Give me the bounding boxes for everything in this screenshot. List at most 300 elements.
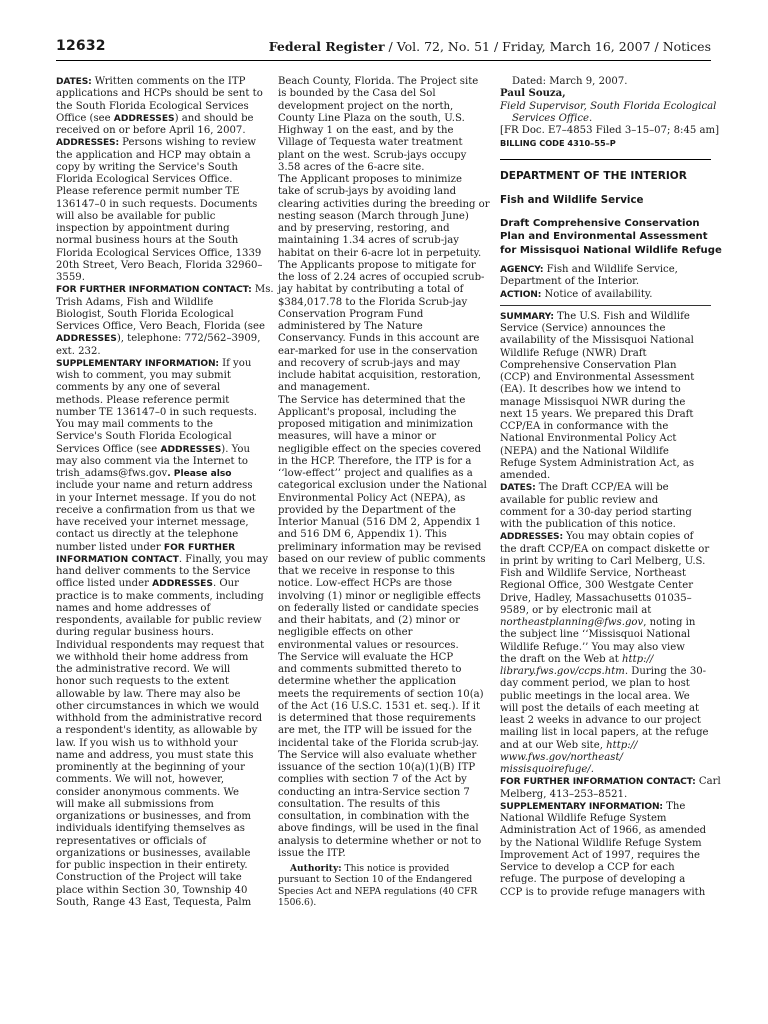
text-line (56, 407, 270, 419)
text-line (500, 654, 711, 666)
text-run: name and address, you must state this (56, 749, 254, 761)
web-link: http:// (622, 653, 654, 665)
text-run: Florida Ecological Services Office. (56, 174, 233, 185)
text-line (500, 348, 711, 360)
text-line (56, 284, 274, 296)
text-line (56, 591, 270, 603)
text-line (56, 738, 270, 750)
text-line: conducting an intra-Service section 7 (278, 786, 470, 798)
text-line (56, 529, 270, 541)
column-1 (56, 76, 274, 909)
text-run: pursuant to Section 10 of the Endangered (278, 875, 473, 886)
text-run: refuge. The purpose of developing a (500, 874, 686, 886)
web-link: missisquoirefuge/ (500, 764, 591, 775)
text-line: measures, will have a minor or (278, 431, 437, 443)
text-line (500, 678, 711, 690)
text-run: available for public review and (500, 494, 659, 506)
text-line: based on our review of public comments (278, 553, 486, 565)
text-run: The (662, 800, 686, 812)
text-run: 1506.6). (278, 898, 317, 909)
title-line: Draft Comprehensive Conservation (500, 217, 700, 229)
text-run: . Finally, you may (178, 553, 269, 565)
text-line (500, 409, 711, 421)
text-run: comment for a 30-day period starting (500, 506, 692, 518)
text-line: provided by the Department of the (278, 504, 456, 516)
text-run: hand deliver comments to the Service (56, 566, 251, 577)
text-line (500, 801, 711, 813)
addresses-section (500, 531, 711, 776)
text-run: will also be available for public (56, 210, 216, 222)
text-line (500, 764, 711, 776)
text-line (500, 384, 711, 396)
text-line (500, 642, 711, 654)
text-run: Ms. (251, 284, 274, 296)
cross-reference: ADDRESSES (152, 579, 213, 590)
text-line: nesting season (March through June) (278, 210, 469, 222)
text-line (56, 554, 270, 566)
text-line: complies with section 7 of the Act by (278, 774, 467, 786)
text-run: a respondent's identity, as allowable by (56, 725, 258, 737)
text-line (56, 468, 270, 480)
text-run: South, Range 43 East, Tequesta, Palm (56, 896, 252, 908)
section-divider (500, 159, 711, 160)
text-run: Persons wishing to review (118, 137, 257, 149)
text-run: the application and HCP may obtain a (56, 149, 251, 161)
text-line (56, 725, 270, 737)
text-line (500, 335, 711, 347)
text-line (56, 248, 270, 260)
text-line: clearing activities during the breeding or (278, 198, 490, 210)
text-line (500, 727, 711, 739)
text-line (56, 101, 270, 113)
column-3 (500, 76, 722, 899)
text-line (56, 431, 270, 443)
text-line (500, 397, 711, 409)
text-run: Please reference permit number TE (56, 186, 240, 198)
text-run: trish_adams@fws.gov (56, 468, 168, 479)
text-run: (CCP) and Environmental Assessment (500, 372, 695, 383)
text-line (500, 482, 711, 494)
summary-section (500, 311, 711, 483)
text-line: negligible effects on other (278, 627, 413, 639)
text-run: 136147–0 in such requests. Documents (56, 198, 258, 210)
text-line (56, 542, 270, 554)
text-line: is bounded by the Casa del Sol (278, 88, 436, 100)
text-line (500, 421, 711, 433)
text-line: above findings, will be used in the final (278, 823, 479, 835)
text-line: the loss of 2.24 acres of occupied scrub- (278, 272, 485, 283)
text-line: negligible effect on the species covered (278, 443, 482, 455)
text-line (500, 470, 711, 482)
fr-doc-line: [FR Doc. E7–4853 Filed 3–15–07; 8:45 am] (500, 125, 720, 136)
text-run: You may obtain copies of (562, 531, 694, 543)
text-line (500, 580, 711, 592)
text-line (500, 629, 711, 641)
text-run: and at our Web site, (500, 739, 607, 751)
text-line (278, 863, 494, 874)
text-line (56, 885, 270, 897)
text-line (56, 566, 270, 578)
text-line (56, 799, 270, 811)
text-line (500, 531, 711, 543)
text-line: and recovery of scrub-jays and may (278, 357, 460, 369)
text-run: ). You (221, 443, 250, 455)
agency-text: Department of the Interior. (500, 276, 640, 288)
web-link: http:// (606, 739, 638, 751)
text-line (56, 76, 270, 88)
text-line: incidental take of the Florida scrub-jay. (278, 737, 479, 749)
text-run: normal business hours at the South (56, 235, 239, 247)
text-line: Highway 1 on the east, and by the (278, 125, 454, 136)
text-line: The Applicants propose to mitigate for (278, 259, 476, 271)
text-line (500, 691, 711, 703)
text-line (56, 174, 270, 186)
cross-reference: FOR FURTHER (163, 542, 236, 553)
text-line (56, 689, 270, 701)
text-line (56, 125, 270, 137)
text-run: number listed under (56, 541, 164, 553)
agency-text: Fish and Wildlife Service, (543, 264, 678, 275)
text-line: in the HCP. Therefore, the ITP is for a (278, 455, 472, 467)
text-line (278, 874, 494, 885)
text-line (56, 787, 270, 799)
text-run: Office (see (56, 112, 114, 124)
text-line (500, 617, 711, 629)
text-line: Village of Tequesta water treatment (278, 137, 463, 149)
text-line (500, 568, 711, 580)
text-run: organizations or businesses, available (56, 847, 251, 859)
text-line (500, 556, 711, 568)
text-line (500, 776, 721, 788)
page-number: 12632 (56, 38, 106, 54)
agency-label: AGENCY: (500, 265, 544, 275)
text-run: copy by writing the Service's South (56, 161, 238, 173)
billing-code: BILLING CODE 4310–55–P (500, 138, 616, 149)
text-run: Species Act and NEPA regulations (40 CFR (278, 886, 478, 897)
text-run: Fish and Wildlife Service, Northeast (500, 568, 687, 579)
dates-label: DATES: (500, 483, 536, 494)
signature-block (500, 76, 720, 150)
contact-label: FOR FURTHER INFORMATION CONTACT: (500, 777, 696, 788)
text-line: ear-marked for use in the conservation (278, 345, 478, 357)
text-line (500, 311, 711, 323)
text-run: least 2 weeks in advance to our project (500, 715, 701, 726)
text-run: with the publication of this notice. (500, 519, 676, 530)
authority-label: Authority: (290, 863, 342, 874)
text-run: applications and HCPs should be sent to (56, 88, 263, 100)
contact-section (500, 776, 721, 801)
text-run: Melberg, 413–253–8521. (500, 788, 628, 800)
text-run: the administrative record. We will (56, 664, 231, 675)
cross-reference: . Please also (167, 469, 232, 479)
text-line (56, 615, 270, 627)
text-line: meets the requirements of section 10(a) (278, 688, 484, 700)
text-run: next 15 years. We prepared this Draft (500, 408, 694, 420)
text-run: representatives or officials of (56, 835, 207, 847)
text-line (56, 346, 270, 358)
text-run: If you (218, 357, 252, 369)
text-run: may also comment via the Internet to (56, 455, 248, 467)
text-run: You may mail comments to the (56, 419, 213, 430)
text-line (56, 333, 270, 345)
section-label: SUPPLEMENTARY INFORMATION: (56, 358, 219, 369)
text-run: CCP/EA in conformance with the (500, 421, 669, 432)
section-label: ADDRESSES: (56, 138, 119, 149)
text-line: analysis to determine whether or not to (278, 835, 482, 847)
text-line: is determined that those requirements (278, 713, 476, 724)
text-line (278, 897, 494, 908)
text-line (56, 860, 270, 872)
volume-info: / Vol. 72, No. 51 / Friday, March 16, 2007 / Notices (388, 39, 711, 54)
text-run: received on or before April 16, 2007. (56, 125, 246, 136)
text-line (56, 480, 270, 492)
text-line (500, 507, 711, 519)
text-run: individuals identifying themselves as (56, 823, 245, 835)
signer-title-1: Field Supervisor, South Florida Ecological (500, 100, 717, 112)
text-run: Service to develop a CCP for each (500, 862, 675, 873)
text-line (500, 323, 711, 335)
text-run: Improvement Act of 1997, requires the (500, 849, 700, 861)
text-line (56, 774, 270, 786)
text-line: consultation, in combination with the (278, 811, 470, 822)
text-run: ) and should be (174, 112, 254, 124)
section-label: DATES: (56, 77, 92, 87)
text-run: 3559. (56, 272, 85, 283)
text-line (56, 321, 270, 333)
text-line: habitat on their 6-acre lot in perpetuity. (278, 247, 482, 259)
text-run: CCP is to provide refuge managers with (500, 886, 706, 898)
text-run: 9589, or by electronic mail at (500, 604, 652, 616)
text-run: Florida Ecological Services Office, 1339 (56, 247, 262, 259)
text-run: allowable by law. There may also be (56, 688, 241, 700)
text-line (500, 838, 711, 850)
text-run: comments by any one of several (56, 382, 221, 394)
text-line (56, 223, 270, 235)
text-line (56, 603, 270, 615)
text-run: Service's South Florida Ecological (56, 431, 232, 443)
cross-reference: ADDRESSES (56, 334, 117, 345)
text-run: Services Office, Vero Beach, Florida (see (56, 321, 265, 332)
text-run: Comprehensive Conservation Plan (500, 359, 677, 371)
text-run: in print by writing to Carl Melberg, U.S. (500, 555, 706, 567)
text-run: have received your internet message, (56, 517, 249, 528)
text-run: ), telephone: 772/562–3909, (116, 333, 261, 345)
title-line: Plan and Environmental Assessment (500, 231, 708, 242)
text-run: Carl (695, 776, 721, 788)
text-line: maintaining 1.34 acres of scrub-jay (278, 235, 459, 247)
text-line (56, 456, 270, 468)
text-line (56, 235, 270, 247)
action-text: Notice of availability. (541, 288, 653, 300)
text-line (56, 419, 270, 431)
text-line (500, 789, 711, 801)
text-line: County Line Plaza on the south, U.S. (278, 112, 465, 124)
text-run: Regional Office, 300 Westgate Center (500, 580, 694, 592)
text-line: The Applicant proposes to minimize (278, 174, 462, 185)
text-line (500, 666, 711, 678)
text-line (56, 370, 270, 382)
text-run: Individual respondents may request that (56, 639, 265, 651)
text-run: The U.S. Fish and Wildlife (553, 310, 690, 322)
text-line (56, 578, 270, 590)
text-run: National Wildlife Refuge System (500, 813, 667, 824)
text-run: (EA). It describes how we intend to (500, 384, 681, 396)
section-label: FOR FURTHER INFORMATION CONTACT: (56, 285, 252, 296)
text-line (56, 872, 270, 884)
text-line (500, 372, 711, 384)
web-link: library.fws.gov/ccps.htm (500, 666, 625, 677)
text-line: determine whether the application (278, 676, 457, 688)
text-line (500, 458, 711, 470)
text-run: names and home addresses of (56, 602, 211, 614)
column-2 (278, 76, 494, 909)
text-run: by the National Wildlife Refuge System (500, 837, 702, 849)
text-run: consider anonymous comments. We (56, 786, 239, 798)
text-line: Environmental Policy Act (NEPA), as (278, 492, 466, 504)
text-line (500, 703, 711, 715)
text-line (500, 813, 711, 825)
text-run: wish to comment, you may submit (56, 370, 231, 381)
text-line (56, 652, 270, 664)
text-run: office listed under (56, 578, 153, 590)
text-line (56, 811, 270, 823)
text-line (500, 740, 711, 752)
running-head (269, 39, 711, 54)
text-run: day comment period, we plan to host (500, 678, 690, 690)
text-line (56, 199, 270, 211)
text-run: organizations or businesses, and from (56, 811, 251, 822)
text-line (500, 495, 711, 507)
text-line (56, 162, 270, 174)
text-run: in your Internet message. If you do not (56, 492, 256, 504)
text-line: of the Act (16 U.S.C. 1531 et. seq.). If it (278, 700, 481, 712)
text-line: The Service will also evaluate whether (278, 749, 477, 761)
text-run: Administration Act of 1966, as amended (500, 825, 707, 837)
text-line: jay habitat by contributing a total of (278, 284, 464, 296)
signer-name: Paul Souza, (500, 88, 566, 100)
text-line: issuance of the section 10(a)(1)(B) ITP (278, 762, 476, 773)
text-line: issue the ITP. (278, 847, 346, 859)
signer-title-2: Services Office. (512, 112, 593, 124)
authority-note (278, 863, 494, 909)
text-line (56, 260, 270, 272)
text-run: Service (Service) announces the (500, 323, 666, 334)
department-heading: DEPARTMENT OF THE INTERIOR (500, 169, 687, 182)
text-run: withhold from the administrative record (56, 713, 263, 724)
text-run: during regular business hours. (56, 627, 214, 639)
addresses-label: ADDRESSES: (500, 532, 563, 543)
text-run: other circumstances in which we would (56, 700, 260, 712)
text-line (56, 517, 270, 529)
text-line (56, 897, 270, 909)
text-line (56, 211, 270, 223)
text-run: place within Section 30, Township 40 (56, 884, 248, 896)
text-run: the draft on the Web at (500, 653, 623, 665)
cross-reference: INFORMATION CONTACT (56, 554, 179, 565)
text-line (500, 862, 711, 874)
text-run: Services Office (see (56, 443, 161, 455)
text-line: take of scrub-jays by avoiding land (278, 186, 457, 198)
text-line: development project on the north, (278, 100, 454, 112)
text-run: receive a confirmation from us that we (56, 504, 255, 516)
text-run: Wildlife Refuge (NWR) Draft (500, 347, 647, 359)
text-run: . During the 30- (624, 666, 707, 677)
action-label: ACTION: (500, 289, 542, 300)
text-run: The Draft CCP/EA will be (535, 482, 669, 494)
text-run: number TE 136147–0 in such requests. (56, 406, 257, 418)
text-run: Trish Adams, Fish and Wildlife (56, 296, 214, 308)
text-line (278, 886, 494, 897)
text-line: Interior Manual (516 DM 2, Appendix 1 (278, 517, 482, 528)
text-line (56, 701, 270, 713)
text-run: honor such requests to the extent (56, 676, 229, 688)
text-line: $384,017.78 to the Florida Scrub-jay (278, 296, 468, 308)
text-line (500, 519, 711, 531)
text-line (56, 88, 270, 100)
text-line (56, 150, 270, 162)
text-run: ext. 232. (56, 345, 101, 357)
text-line (500, 593, 711, 605)
text-line (500, 887, 711, 899)
text-run: Refuge System Administration Act, as (500, 457, 695, 469)
text-run: manage Missisquoi NWR during the (500, 396, 686, 408)
text-line: and 516 DM 6, Appendix 1). This (278, 529, 447, 541)
text-line (500, 825, 711, 837)
text-line (56, 358, 270, 370)
text-line (56, 186, 270, 198)
text-run: . (590, 764, 594, 775)
text-line (56, 627, 270, 639)
supplementary-section (500, 801, 711, 899)
text-run: public meetings in the local area. We (500, 690, 690, 702)
text-line: Beach County, Florida. The Project site (278, 76, 479, 87)
text-line: categorical exclusion under the National (278, 480, 487, 492)
text-line (56, 640, 270, 652)
text-line: involving (1) minor or negligible effects (278, 590, 481, 602)
text-run: practice is to make comments, including (56, 590, 264, 602)
text-line (56, 395, 270, 407)
text-line: are met, the ITP will be issued for the (278, 725, 472, 737)
text-run: include your name and return address (56, 480, 253, 492)
text-run: the South Florida Ecological Services (56, 100, 249, 112)
text-run: , noting in (643, 617, 696, 628)
text-run: . Our (212, 578, 239, 590)
text-line (56, 444, 270, 456)
text-run: prominently at the beginning of your (56, 762, 246, 773)
text-run: National Environmental Policy Act (500, 433, 677, 445)
text-run: Biologist, South Florida Ecological (56, 308, 234, 320)
text-line: plant on the west. Scrub-jays occupy (278, 149, 467, 161)
text-line: proposed mitigation and minimization (278, 419, 474, 430)
publication-name: Federal Register (268, 39, 385, 54)
text-line: consultation. The results of this (278, 798, 441, 810)
supplementary-label: SUPPLEMENTARY INFORMATION: (500, 801, 663, 812)
text-line (56, 493, 270, 505)
text-line (500, 850, 711, 862)
text-line (56, 297, 270, 309)
text-line (500, 433, 711, 445)
text-run: for public inspection in their entirety. (56, 860, 248, 871)
text-line (56, 113, 270, 125)
text-run: This notice is provided (341, 864, 450, 874)
bureau-heading: Fish and Wildlife Service (500, 193, 644, 206)
text-line (500, 874, 711, 886)
text-line: ‘‘low-effect’’ project and qualifies as a (278, 468, 473, 479)
text-run: will make all submissions from (56, 798, 214, 810)
text-line: include habitat acquisition, restoration, (278, 370, 481, 381)
text-line (500, 752, 711, 764)
text-line: environmental values or resources. (278, 639, 459, 651)
